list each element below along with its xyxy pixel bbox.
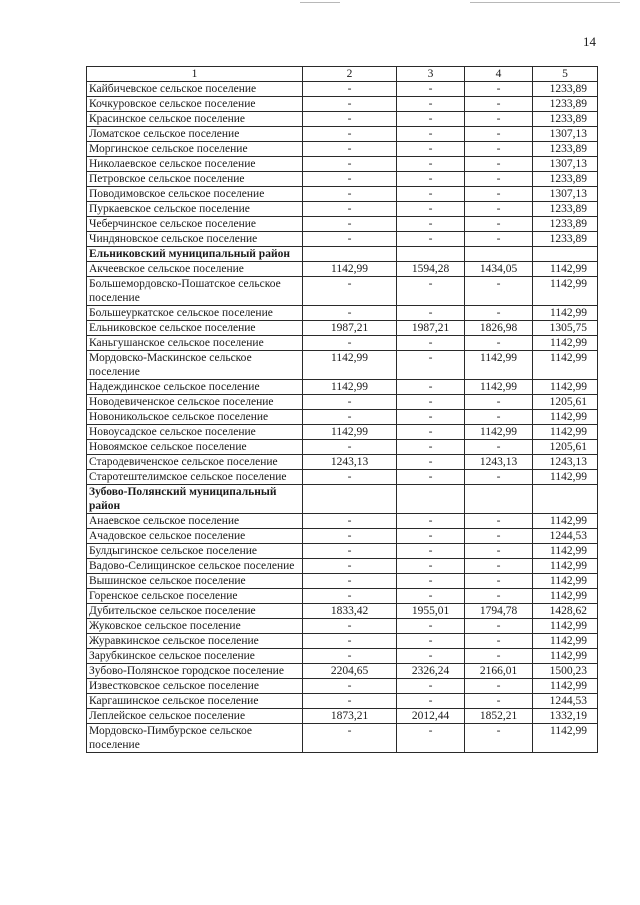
- value-col-5: 1233,89: [533, 217, 598, 232]
- value-col-5: 1307,13: [533, 187, 598, 202]
- value-col-2: -: [303, 306, 397, 321]
- settlement-name: Горенское сельское поселение: [87, 589, 303, 604]
- value-col-4: -: [465, 157, 533, 172]
- value-col-4: -: [465, 306, 533, 321]
- value-col-4: -: [465, 336, 533, 351]
- value-col-4: -: [465, 187, 533, 202]
- value-col-2: -: [303, 172, 397, 187]
- table-row: [87, 529, 598, 544]
- value-col-5: 1142,99: [533, 574, 598, 589]
- settlement-name: Мордовско-Пимбурское сельское поселение: [87, 724, 303, 753]
- column-header: 2: [303, 67, 397, 82]
- value-col-3: -: [397, 351, 465, 380]
- value-col-3: -: [397, 187, 465, 202]
- table-row: [87, 172, 598, 187]
- value-col-4: -: [465, 217, 533, 232]
- table-row: [87, 336, 598, 351]
- value-col-2: 1142,99: [303, 425, 397, 440]
- district-header-row: [87, 247, 598, 262]
- settlement-name: Красинское сельское поселение: [87, 112, 303, 127]
- value-col-5: 1305,75: [533, 321, 598, 336]
- value-col-3: -: [397, 559, 465, 574]
- value-col-5: 1233,89: [533, 97, 598, 112]
- table-row: [87, 679, 598, 694]
- table-row: [87, 277, 598, 306]
- table-row: [87, 232, 598, 247]
- value-col-3: -: [397, 277, 465, 306]
- settlement-name: Зарубкинское сельское поселение: [87, 649, 303, 664]
- value-col-2: -: [303, 202, 397, 217]
- value-col-4: 1142,99: [465, 380, 533, 395]
- value-col-2: -: [303, 157, 397, 172]
- value-col-5: 1142,99: [533, 589, 598, 604]
- settlement-name: Николаевское сельское поселение: [87, 157, 303, 172]
- value-col-5: 1142,99: [533, 306, 598, 321]
- value-col-5: 1428,62: [533, 604, 598, 619]
- table-row: [87, 589, 598, 604]
- table-row: [87, 574, 598, 589]
- value-col-5: 1233,89: [533, 232, 598, 247]
- column-header: 5: [533, 67, 598, 82]
- table-row: [87, 470, 598, 485]
- value-col-4: [465, 485, 533, 514]
- value-col-5: 1142,99: [533, 425, 598, 440]
- value-col-4: 1243,13: [465, 455, 533, 470]
- value-col-3: -: [397, 574, 465, 589]
- value-col-3: -: [397, 306, 465, 321]
- table-row: [87, 649, 598, 664]
- value-col-2: -: [303, 112, 397, 127]
- value-col-4: -: [465, 574, 533, 589]
- table-row: [87, 455, 598, 470]
- value-col-3: 1955,01: [397, 604, 465, 619]
- value-col-3: -: [397, 127, 465, 142]
- value-col-5: 1332,19: [533, 709, 598, 724]
- settlement-name: Чеберчинское сельское поселение: [87, 217, 303, 232]
- value-col-4: -: [465, 97, 533, 112]
- value-col-5: 1205,61: [533, 395, 598, 410]
- value-col-4: -: [465, 649, 533, 664]
- settlement-name: Акчеевское сельское поселение: [87, 262, 303, 277]
- value-col-2: -: [303, 440, 397, 455]
- value-col-3: 1987,21: [397, 321, 465, 336]
- value-col-2: -: [303, 142, 397, 157]
- value-col-2: 2204,65: [303, 664, 397, 679]
- value-col-2: -: [303, 679, 397, 694]
- district-header-row: [87, 485, 598, 514]
- column-header: 1: [87, 67, 303, 82]
- value-col-4: -: [465, 694, 533, 709]
- value-col-4: 1794,78: [465, 604, 533, 619]
- value-col-3: -: [397, 380, 465, 395]
- table-row: [87, 217, 598, 232]
- value-col-5: 1142,99: [533, 410, 598, 425]
- value-col-5: 1142,99: [533, 470, 598, 485]
- value-col-2: -: [303, 724, 397, 753]
- value-col-5: 1142,99: [533, 277, 598, 306]
- value-col-4: -: [465, 679, 533, 694]
- table-row: [87, 142, 598, 157]
- settlement-name: Чиндяновское сельское поселение: [87, 232, 303, 247]
- value-col-3: 2012,44: [397, 709, 465, 724]
- table-row: [87, 440, 598, 455]
- value-col-2: -: [303, 649, 397, 664]
- value-col-3: -: [397, 112, 465, 127]
- settlement-name: Большеуркатское сельское поселение: [87, 306, 303, 321]
- settlement-name: Ельниковское сельское поселение: [87, 321, 303, 336]
- value-col-5: 1142,99: [533, 351, 598, 380]
- settlement-name: Пуркаевское сельское поселение: [87, 202, 303, 217]
- table-body: [87, 82, 598, 753]
- table-row: [87, 425, 598, 440]
- settlement-name: Известковское сельское поселение: [87, 679, 303, 694]
- settlement-name: Большемордовско-Пошатское сельское поселение: [87, 277, 303, 306]
- settlement-name: Кочкуровское сельское поселение: [87, 97, 303, 112]
- value-col-5: 1142,99: [533, 262, 598, 277]
- column-header: 3: [397, 67, 465, 82]
- table-row: [87, 514, 598, 529]
- value-col-3: -: [397, 694, 465, 709]
- value-col-2: -: [303, 559, 397, 574]
- value-col-3: -: [397, 217, 465, 232]
- value-col-4: 2166,01: [465, 664, 533, 679]
- settlement-name: Жуковское сельское поселение: [87, 619, 303, 634]
- value-col-5: 1244,53: [533, 529, 598, 544]
- value-col-3: -: [397, 619, 465, 634]
- table-row: [87, 544, 598, 559]
- settlement-name: Ельниковский муниципальный район: [87, 247, 303, 262]
- value-col-5: 1205,61: [533, 440, 598, 455]
- value-col-5: 1142,99: [533, 380, 598, 395]
- value-col-3: -: [397, 142, 465, 157]
- table-row: [87, 604, 598, 619]
- value-col-3: -: [397, 440, 465, 455]
- value-col-5: 1243,13: [533, 455, 598, 470]
- value-col-2: -: [303, 634, 397, 649]
- value-col-4: -: [465, 82, 533, 97]
- value-col-5: 1142,99: [533, 559, 598, 574]
- value-col-2: -: [303, 187, 397, 202]
- settlement-name: Новоусадское сельское поселение: [87, 425, 303, 440]
- value-col-3: -: [397, 470, 465, 485]
- value-col-3: -: [397, 679, 465, 694]
- value-col-5: 1142,99: [533, 544, 598, 559]
- value-col-5: 1244,53: [533, 694, 598, 709]
- value-col-2: -: [303, 127, 397, 142]
- value-col-3: -: [397, 529, 465, 544]
- value-col-4: -: [465, 232, 533, 247]
- value-col-2: 1833,42: [303, 604, 397, 619]
- value-col-4: -: [465, 544, 533, 559]
- value-col-2: 1873,21: [303, 709, 397, 724]
- value-col-3: -: [397, 544, 465, 559]
- table-row: [87, 202, 598, 217]
- value-col-4: -: [465, 202, 533, 217]
- value-col-2: -: [303, 574, 397, 589]
- value-col-2: -: [303, 694, 397, 709]
- table-row: [87, 187, 598, 202]
- settlement-name: Анаевское сельское поселение: [87, 514, 303, 529]
- value-col-4: -: [465, 634, 533, 649]
- settlement-name: Вадово-Селищинское сельское поселение: [87, 559, 303, 574]
- value-col-3: -: [397, 410, 465, 425]
- value-col-5: 1142,99: [533, 649, 598, 664]
- value-col-5: [533, 247, 598, 262]
- value-col-2: -: [303, 97, 397, 112]
- value-col-4: -: [465, 395, 533, 410]
- value-col-4: -: [465, 559, 533, 574]
- value-col-2: 1987,21: [303, 321, 397, 336]
- scan-artifact: [300, 2, 340, 3]
- settlement-name: Новоникольское сельское поселение: [87, 410, 303, 425]
- value-col-3: -: [397, 336, 465, 351]
- value-col-5: 1233,89: [533, 112, 598, 127]
- settlement-name: Старотештелимское сельское поселение: [87, 470, 303, 485]
- value-col-4: -: [465, 277, 533, 306]
- settlement-name: Вышинское сельское поселение: [87, 574, 303, 589]
- value-col-3: -: [397, 82, 465, 97]
- value-col-4: -: [465, 724, 533, 753]
- table-row: [87, 559, 598, 574]
- value-col-2: 1142,99: [303, 351, 397, 380]
- table-row: [87, 351, 598, 380]
- column-header: 4: [465, 67, 533, 82]
- value-col-3: [397, 247, 465, 262]
- value-col-4: -: [465, 172, 533, 187]
- value-col-4: -: [465, 619, 533, 634]
- value-col-5: 1142,99: [533, 336, 598, 351]
- settlement-name: Каргашинское сельское поселение: [87, 694, 303, 709]
- table-row: [87, 634, 598, 649]
- value-col-2: -: [303, 410, 397, 425]
- table-row: [87, 664, 598, 679]
- settlement-name: Ломатское сельское поселение: [87, 127, 303, 142]
- value-col-4: 1142,99: [465, 351, 533, 380]
- value-col-2: -: [303, 544, 397, 559]
- settlement-name: Новоямское сельское поселение: [87, 440, 303, 455]
- value-col-5: 1142,99: [533, 679, 598, 694]
- value-col-2: -: [303, 529, 397, 544]
- value-col-2: -: [303, 514, 397, 529]
- settlement-name: Зубово-Полянское городское поселение: [87, 664, 303, 679]
- value-col-3: -: [397, 425, 465, 440]
- value-col-2: -: [303, 336, 397, 351]
- value-col-4: 1142,99: [465, 425, 533, 440]
- tariff-table: [86, 66, 598, 753]
- value-col-3: -: [397, 514, 465, 529]
- settlement-name: Мордовско-Маскинское сельское поселение: [87, 351, 303, 380]
- table-row: [87, 82, 598, 97]
- value-col-5: 1233,89: [533, 82, 598, 97]
- settlement-name: Новодевиченское сельское поселение: [87, 395, 303, 410]
- value-col-3: -: [397, 634, 465, 649]
- value-col-4: -: [465, 410, 533, 425]
- value-col-5: 1233,89: [533, 142, 598, 157]
- value-col-3: -: [397, 97, 465, 112]
- value-col-4: -: [465, 470, 533, 485]
- table-row: [87, 694, 598, 709]
- table-row: [87, 321, 598, 336]
- settlement-name: Моргинское сельское поселение: [87, 142, 303, 157]
- settlement-name: Ачадовское сельское поселение: [87, 529, 303, 544]
- settlement-name: Каньгушанское сельское поселение: [87, 336, 303, 351]
- value-col-2: -: [303, 395, 397, 410]
- table-row: [87, 724, 598, 753]
- value-col-2: -: [303, 232, 397, 247]
- value-col-2: [303, 247, 397, 262]
- table-row: [87, 262, 598, 277]
- table-row: [87, 97, 598, 112]
- value-col-4: -: [465, 589, 533, 604]
- value-col-5: 1142,99: [533, 619, 598, 634]
- value-col-5: 1307,13: [533, 127, 598, 142]
- table-row: [87, 395, 598, 410]
- value-col-4: -: [465, 440, 533, 455]
- value-col-4: -: [465, 514, 533, 529]
- table-row: [87, 157, 598, 172]
- table-row: [87, 112, 598, 127]
- settlement-name: Булдыгинское сельское поселение: [87, 544, 303, 559]
- table-row: [87, 709, 598, 724]
- value-col-5: 1500,23: [533, 664, 598, 679]
- value-col-3: 2326,24: [397, 664, 465, 679]
- value-col-4: -: [465, 127, 533, 142]
- value-col-5: 1233,89: [533, 202, 598, 217]
- value-col-4: 1826,98: [465, 321, 533, 336]
- value-col-3: -: [397, 649, 465, 664]
- settlement-name: Леплейское сельское поселение: [87, 709, 303, 724]
- settlement-name: Зубово-Полянский муниципальный район: [87, 485, 303, 514]
- settlement-name: Поводимовское сельское поселение: [87, 187, 303, 202]
- value-col-3: -: [397, 589, 465, 604]
- page-number: 14: [583, 34, 596, 49]
- value-col-2: 1142,99: [303, 262, 397, 277]
- value-col-3: -: [397, 395, 465, 410]
- value-col-5: [533, 485, 598, 514]
- value-col-3: -: [397, 455, 465, 470]
- value-col-4: -: [465, 529, 533, 544]
- value-col-3: [397, 485, 465, 514]
- settlement-name: Дубительское сельское поселение: [87, 604, 303, 619]
- settlement-name: Стародевиченское сельское поселение: [87, 455, 303, 470]
- value-col-5: 1233,89: [533, 172, 598, 187]
- value-col-2: -: [303, 217, 397, 232]
- value-col-2: -: [303, 589, 397, 604]
- table-row: [87, 127, 598, 142]
- value-col-5: 1142,99: [533, 724, 598, 753]
- value-col-3: -: [397, 232, 465, 247]
- column-number-row: [87, 67, 598, 82]
- value-col-2: 1243,13: [303, 455, 397, 470]
- value-col-5: 1307,13: [533, 157, 598, 172]
- settlement-name: Журавкинское сельское поселение: [87, 634, 303, 649]
- value-col-3: -: [397, 724, 465, 753]
- settlement-name: Надеждинское сельское поселение: [87, 380, 303, 395]
- value-col-5: 1142,99: [533, 634, 598, 649]
- value-col-4: 1434,05: [465, 262, 533, 277]
- table-row: [87, 306, 598, 321]
- value-col-3: -: [397, 172, 465, 187]
- table-row: [87, 380, 598, 395]
- value-col-4: -: [465, 112, 533, 127]
- value-col-4: [465, 247, 533, 262]
- value-col-2: -: [303, 277, 397, 306]
- value-col-2: -: [303, 470, 397, 485]
- value-col-2: -: [303, 619, 397, 634]
- value-col-5: 1142,99: [533, 514, 598, 529]
- value-col-4: 1852,21: [465, 709, 533, 724]
- value-col-3: -: [397, 202, 465, 217]
- value-col-2: -: [303, 82, 397, 97]
- table-row: [87, 619, 598, 634]
- value-col-4: -: [465, 142, 533, 157]
- value-col-2: 1142,99: [303, 380, 397, 395]
- settlement-name: Кайбичевское сельское поселение: [87, 82, 303, 97]
- settlement-name: Петровское сельское поселение: [87, 172, 303, 187]
- scan-artifact: [470, 2, 620, 3]
- value-col-2: [303, 485, 397, 514]
- value-col-3: 1594,28: [397, 262, 465, 277]
- table-row: [87, 410, 598, 425]
- value-col-3: -: [397, 157, 465, 172]
